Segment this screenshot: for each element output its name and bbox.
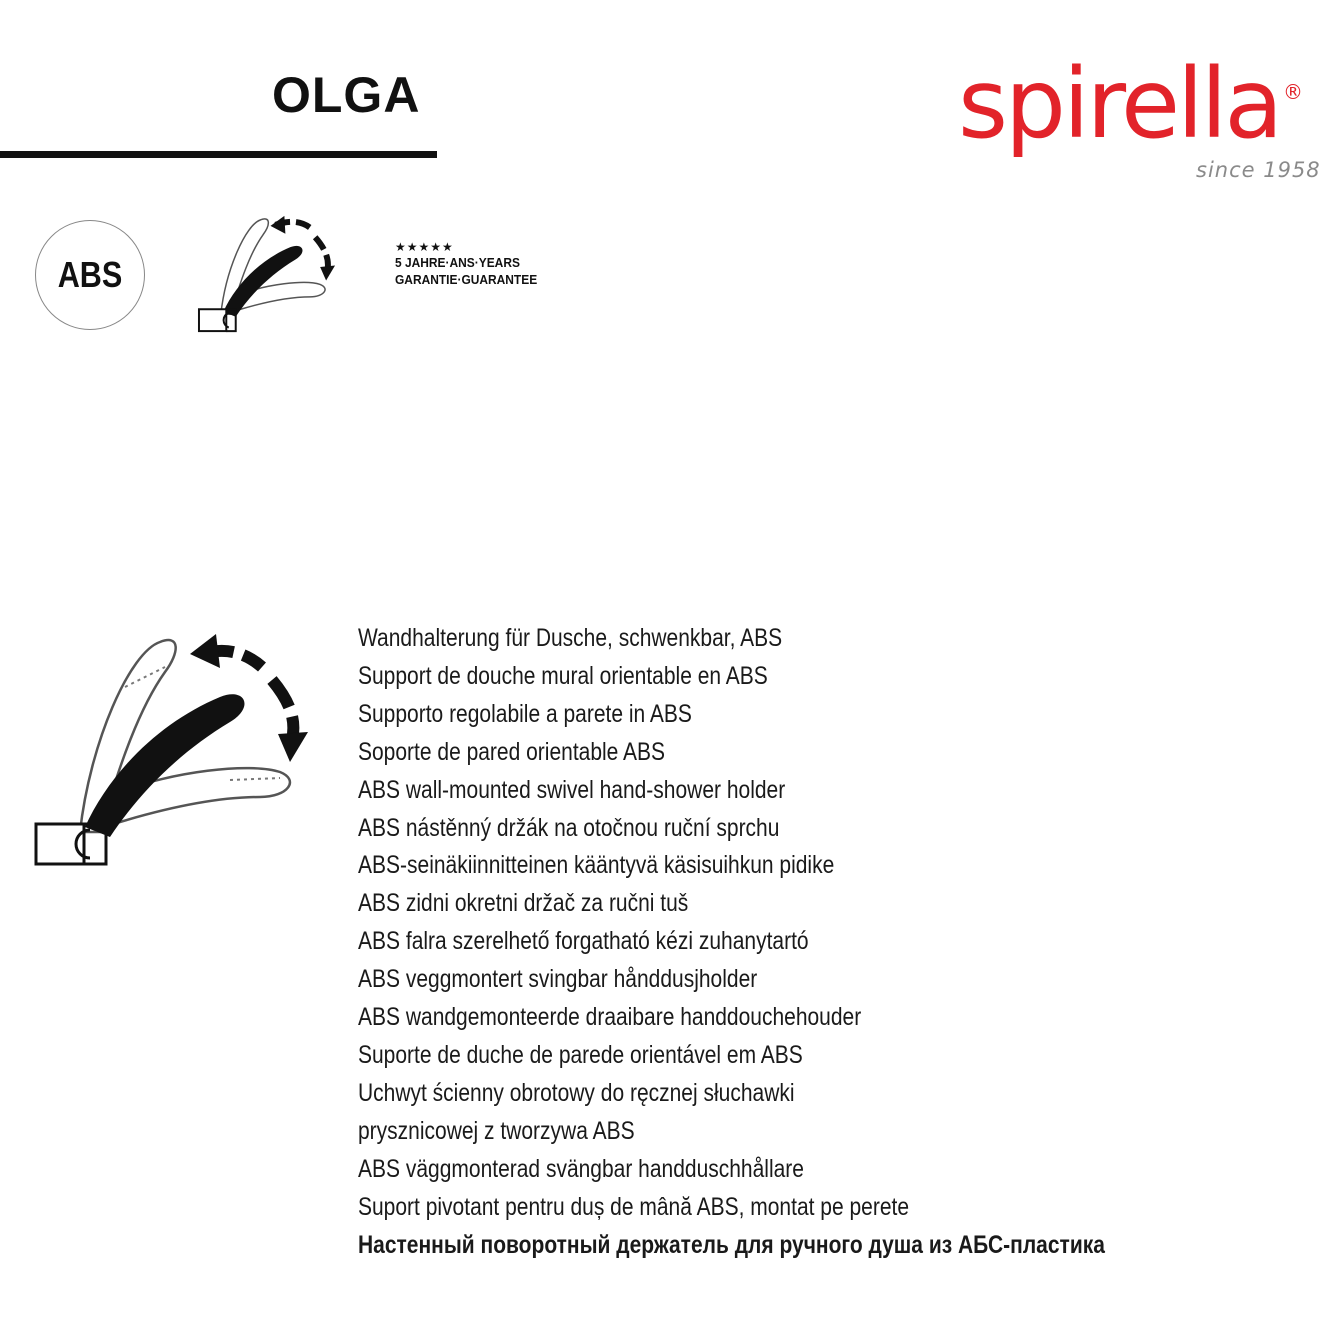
swivel-holder-icon: [196, 208, 340, 336]
swivel-holder-illustration: [30, 622, 320, 872]
description-hr: ABS zidni okretni držač za ručni tuš: [358, 889, 689, 918]
product-description-list: [358, 620, 1247, 1264]
warranty-line-1: 5 JAHRE·ANS·YEARS: [395, 255, 520, 270]
description-pl-line-1: Uchwyt ścienny obrotowy do ręcznej słuchawki: [358, 1078, 795, 1107]
description-pl-line-2: prysznicowej z tworzywa ABS: [358, 1116, 635, 1145]
description-cs: ABS nástěnný držák na otočnou ruční sprchu: [358, 813, 780, 842]
abs-material-badge: [35, 220, 145, 330]
brand-logo: spirella: [958, 48, 1281, 160]
rating-stars: ★★★★★: [395, 240, 454, 254]
description-de: Wandhalterung für Dusche, schwenkbar, ABS: [358, 624, 783, 652]
description-hu: ABS falra szerelhető forgatható kézi zuhanytartó: [358, 927, 809, 956]
description-nl: ABS wandgemonteerde draaibare handdouchehouder: [358, 1003, 862, 1032]
registered-mark: ®: [1283, 80, 1303, 104]
description-fr: Support de douche mural orientable en ABS: [358, 661, 768, 690]
description-ro: Suport pivotant pentru duș de mână ABS, montat pe perete: [358, 1192, 910, 1221]
description-sv: ABS väggmonterad svängbar handduschhållare: [358, 1154, 804, 1183]
description-ru: Настенный поворотный держатель для ручного душа из АБС-пластика: [358, 1230, 1105, 1259]
title-divider: [0, 151, 437, 158]
abs-badge-label: ABS: [57, 254, 123, 295]
brand-tagline: since 1958: [1196, 158, 1321, 182]
description-fi: ABS-seinäkiinnitteinen kääntyvä käsisuihkun pidike: [358, 851, 835, 880]
description-it: Supporto regolabile a parete in ABS: [358, 699, 692, 728]
description-es: Soporte de pared orientable ABS: [358, 737, 666, 766]
warranty-line-2: GARANTIE·GUARANTEE: [395, 272, 538, 287]
warranty-badge: [395, 240, 550, 288]
description-no: ABS veggmontert svingbar hånddusjholder: [358, 965, 758, 994]
product-title: OLGA: [272, 67, 421, 123]
description-en: ABS wall-mounted swivel hand-shower holder: [358, 775, 786, 804]
description-pt: Suporte de duche de parede orientável em ABS: [358, 1040, 803, 1069]
